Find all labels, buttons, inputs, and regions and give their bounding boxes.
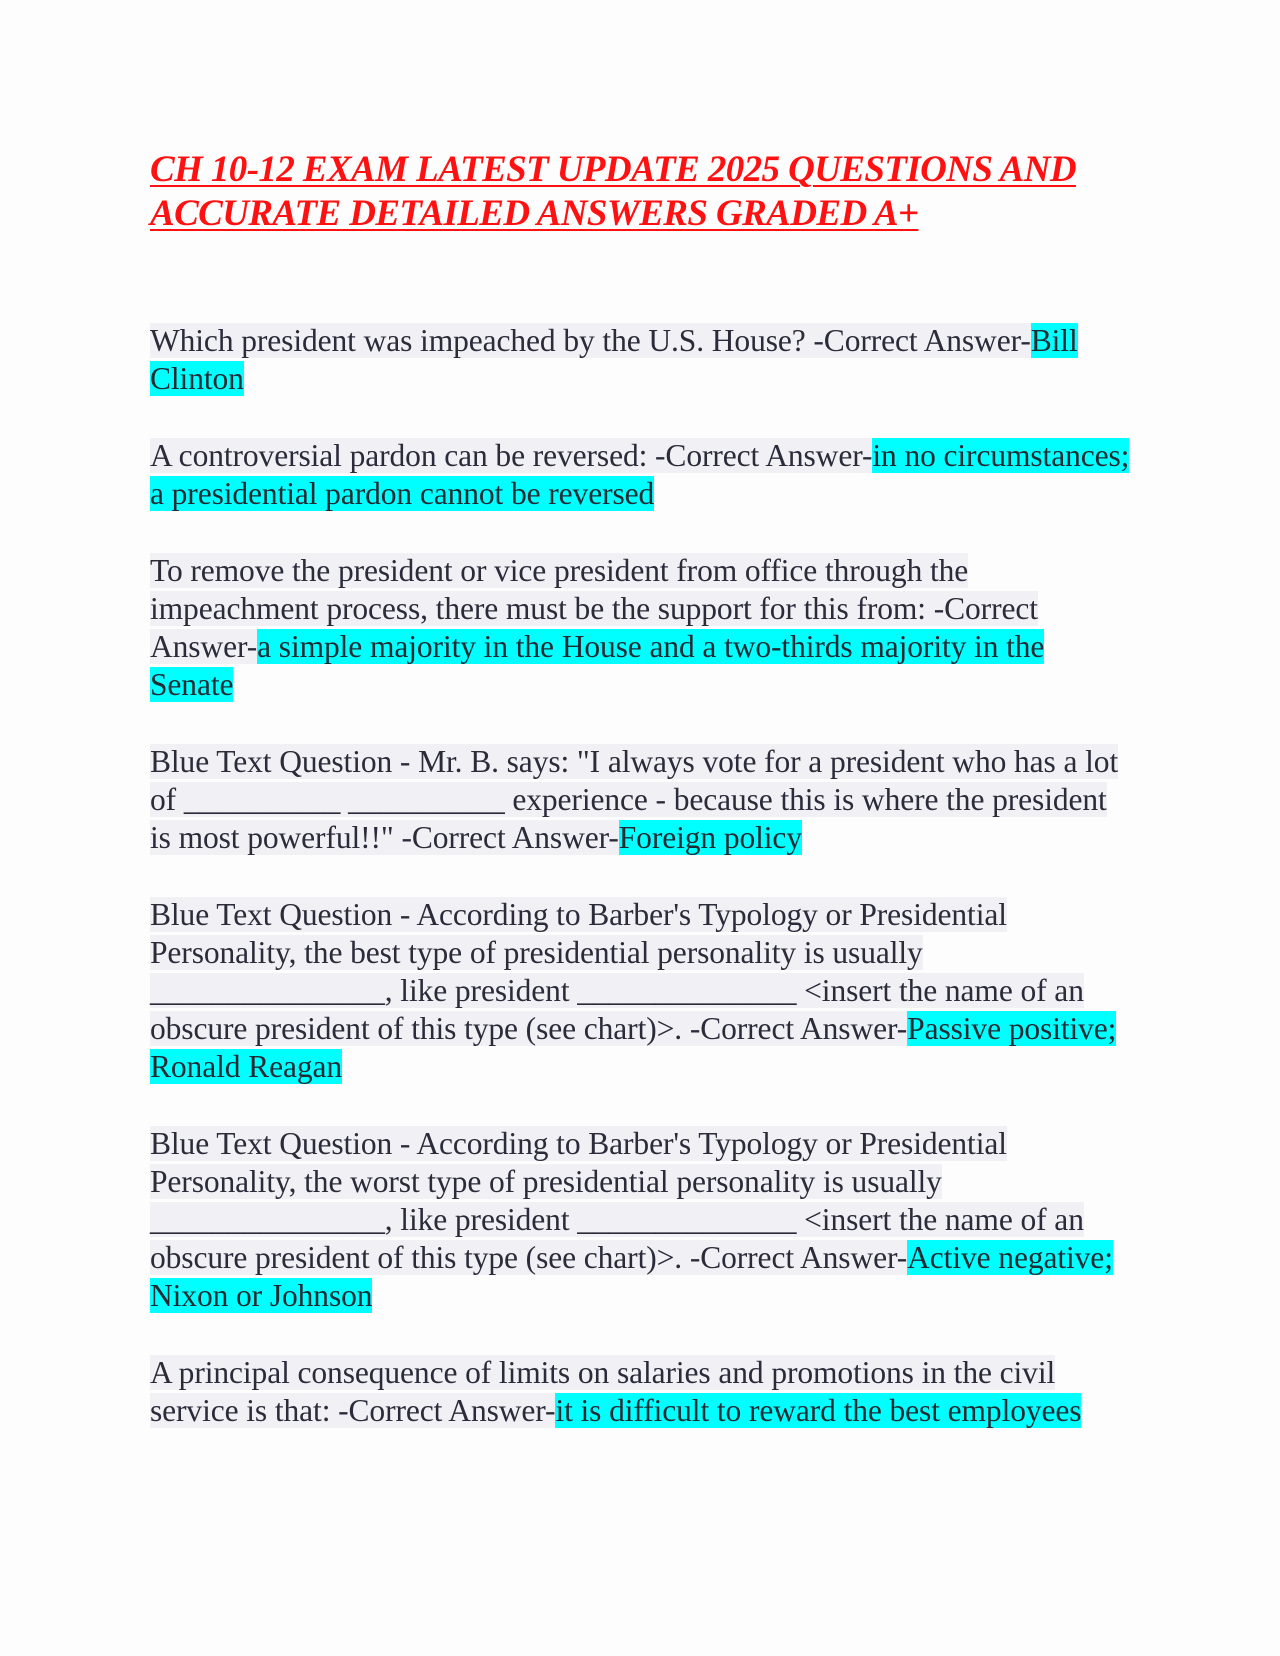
qa-item-5 bbox=[150, 896, 1130, 1086]
document-page bbox=[150, 148, 1130, 1469]
question-text: Blue Text Question - Mr. B. says: "I always vote for a president who has a lot of __________ __________ experience - because this is where the president is most powerful!!" -Correct Answer- bbox=[150, 744, 1119, 855]
question-text: Blue Text Question - According to Barber's Typology or Presidential Personality, the best type of presidential personality is usually _______________, like president ______________ <insert the name of an obscure president of this type (see chart)>. -Correct Answer- bbox=[150, 897, 1084, 1046]
question-text: A principal consequence of limits on salaries and promotions in the civil service is that: -Correct Answer- bbox=[150, 1355, 1056, 1428]
qa-item-6 bbox=[150, 1125, 1130, 1315]
qa-item-4 bbox=[150, 743, 1130, 857]
qa-item-1 bbox=[150, 322, 1130, 398]
document-title: CH 10-12 EXAM LATEST UPDATE 2025 QUESTIONS AND ACCURATE DETAILED ANSWERS GRADED A+ bbox=[150, 149, 1076, 234]
qa-item-7 bbox=[150, 1354, 1130, 1430]
answer-highlight: Foreign policy bbox=[618, 820, 802, 855]
question-text: Blue Text Question - According to Barber's Typology or Presidential Personality, the worst type of presidential personality is usually _______________, like president ______________ <insert the name of an obscure president of this type (see chart)>. -Correct Answer- bbox=[150, 1126, 1084, 1275]
qa-item-2 bbox=[150, 437, 1130, 513]
answer-highlight: Passive positive; Ronald Reagan bbox=[150, 1011, 1117, 1084]
qa-item-3 bbox=[150, 552, 1130, 704]
answer-highlight: in no circumstances; a presidential pardon cannot be reversed bbox=[150, 438, 1130, 511]
question-text: To remove the president or vice president from office through the impeachment process, there must be the support for this from: -Correct Answer- bbox=[150, 553, 1038, 664]
qa-list bbox=[150, 322, 1130, 1430]
answer-highlight: Bill Clinton bbox=[150, 323, 1078, 396]
answer-highlight: it is difficult to reward the best employees bbox=[555, 1393, 1082, 1428]
answer-highlight: a simple majority in the House and a two-thirds majority in the Senate bbox=[150, 629, 1045, 702]
answer-highlight: Active negative; Nixon or Johnson bbox=[150, 1240, 1113, 1313]
question-text: Which president was impeached by the U.S. House? -Correct Answer- bbox=[150, 323, 1031, 358]
question-text: A controversial pardon can be reversed: -Correct Answer- bbox=[150, 438, 873, 473]
